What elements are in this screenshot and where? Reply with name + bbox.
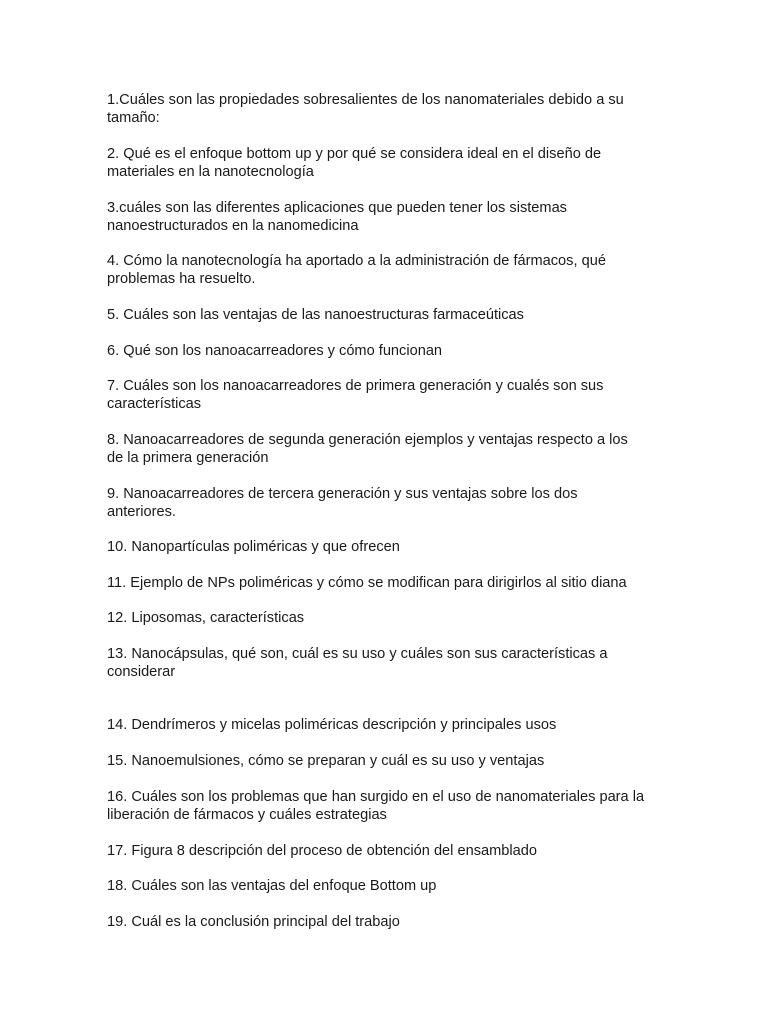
question-line: 15. Nanoemulsiones, cómo se preparan y cuál es su uso y ventajas [107, 753, 545, 769]
question-line: 7. Cuáles son los nanoacarreadores de primera generación y cualés son sus [107, 378, 604, 394]
question-17 [107, 842, 727, 860]
question-11 [107, 574, 727, 592]
question-9 [107, 485, 727, 521]
question-line: materiales en la nanotecnología [107, 164, 314, 180]
question-line: 17. Figura 8 descripción del proceso de obtención del ensamblado [107, 843, 537, 859]
question-line: considerar [107, 664, 176, 680]
question-line: 1.Cuáles son las propiedades sobresalientes de los nanomateriales debido a su [107, 92, 624, 108]
question-line: 19. Cuál es la conclusión principal del trabajo [107, 914, 400, 930]
question-12 [107, 609, 727, 627]
question-line: 8. Nanoacarreadores de segunda generación ejemplos y ventajas respecto a los [107, 432, 628, 448]
question-line: características [107, 396, 202, 412]
question-line: 10. Nanopartículas poliméricas y que ofrecen [107, 539, 400, 555]
question-line: 6. Qué son los nanoacarreadores y cómo funcionan [107, 343, 443, 359]
question-line: 18. Cuáles son las ventajas del enfoque Bottom up [107, 878, 437, 894]
question-2 [107, 145, 727, 181]
question-15 [107, 752, 727, 770]
question-1 [107, 91, 727, 127]
question-line: tamaño: [107, 110, 160, 126]
question-line: 4. Cómo la nanotecnología ha aportado a la administración de fármacos, qué [107, 253, 606, 269]
question-5 [107, 306, 727, 324]
question-line: de la primera generación [107, 450, 269, 466]
question-line: anteriores. [107, 504, 176, 520]
question-line: liberación de fármacos y cuáles estrategias [107, 807, 387, 823]
question-16 [107, 788, 727, 824]
question-line: 9. Nanoacarreadores de tercera generación y sus ventajas sobre los dos [107, 486, 578, 502]
question-19 [107, 913, 727, 931]
question-line: 5. Cuáles son las ventajas de las nanoestructuras farmaceúticas [107, 307, 524, 323]
question-13 [107, 645, 727, 681]
question-7 [107, 377, 727, 413]
question-6 [107, 342, 727, 360]
question-line: nanoestructurados en la nanomedicina [107, 218, 359, 234]
question-4 [107, 252, 727, 288]
question-3 [107, 199, 727, 235]
question-line: 13. Nanocápsulas, qué son, cuál es su uso y cuáles son sus características a [107, 646, 608, 662]
question-line: 3.cuáles son las diferentes aplicaciones que pueden tener los sistemas [107, 200, 567, 216]
question-line: 11. Ejemplo de NPs poliméricas y cómo se modifican para dirigirlos al sitio diana [107, 575, 627, 591]
question-18 [107, 877, 727, 895]
question-14 [107, 716, 727, 734]
question-8 [107, 431, 727, 467]
question-line: 12. Liposomas, características [107, 610, 305, 626]
question-line: 16. Cuáles son los problemas que han surgido en el uso de nanomateriales para la [107, 789, 645, 805]
question-line: problemas ha resuelto. [107, 271, 256, 287]
question-line: 14. Dendrímeros y micelas poliméricas descripción y principales usos [107, 717, 557, 733]
question-line: 2. Qué es el enfoque bottom up y por qué se considera ideal en el diseño de [107, 146, 602, 162]
question-10 [107, 538, 727, 556]
